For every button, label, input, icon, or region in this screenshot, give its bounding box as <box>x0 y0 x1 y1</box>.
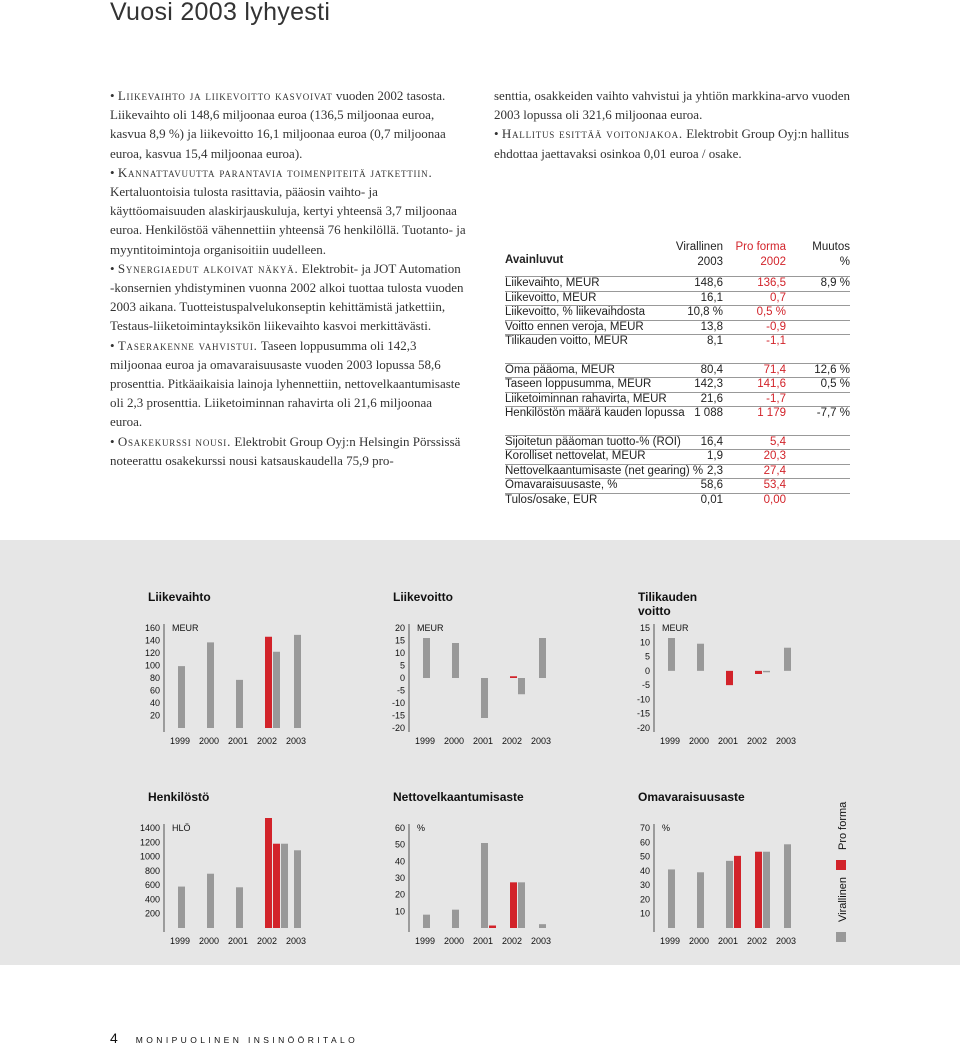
right-text-column <box>494 86 856 163</box>
bar-1999-official <box>178 666 185 728</box>
bar-2000-official <box>697 644 704 671</box>
table-cell: Liikevaihto, MEUR <box>505 277 600 289</box>
table-cell: 13,8 <box>700 320 723 333</box>
table-row <box>505 478 850 493</box>
paragraph-text: Kertaluontoisia tulosta rasittavia, pääosin vaihto- ja käyttöomaisuuden alaskirjauskuluja, kertyi yhteensä 3,7 miljoonaa euroa. Henkilöstöä vähennettiin yhteensä 76 henkilöllä. Tuotanto- ja myyntitoimintoja organisoitiin uudelleen. <box>110 184 466 257</box>
chart-svg <box>600 620 800 760</box>
y-tick-label: 160 <box>144 623 160 633</box>
y-tick-label: 10 <box>394 648 405 658</box>
table-cell: 1 179 <box>757 407 786 419</box>
bar-2001-pro-forma <box>489 926 496 929</box>
x-tick-label: 2001 <box>227 936 249 946</box>
x-tick-label: 1999 <box>659 936 681 946</box>
table-cell: 141,6 <box>757 378 786 390</box>
y-tick-label: 40 <box>394 856 405 867</box>
table-cell: 16,1 <box>700 291 723 304</box>
x-tick-label: 2002 <box>256 936 278 946</box>
table-cell: Liikevoitto, % liikevaihdosta <box>505 306 645 318</box>
y-tick-label: 20 <box>394 623 405 633</box>
table-cell: 16,4 <box>700 435 723 448</box>
table-cell: 21,6 <box>700 392 723 405</box>
y-tick-label: 1000 <box>139 851 160 862</box>
table-cell: Henkilöstön määrä kauden lopussa <box>505 407 685 419</box>
x-tick-label: 2000 <box>688 736 710 746</box>
bar-2000-official <box>452 643 459 678</box>
x-tick-label: 2003 <box>530 736 552 746</box>
x-tick-label: 1999 <box>659 736 681 746</box>
table-row <box>505 334 850 349</box>
x-tick-label: 1999 <box>169 936 191 946</box>
legend-official-label: Virallinen <box>837 876 849 922</box>
y-tick-label: 40 <box>149 698 160 708</box>
bar-2002-pro-forma <box>755 852 762 928</box>
x-tick-label: 2002 <box>746 936 768 946</box>
table-cell: Tilikauden voitto, MEUR <box>505 335 628 347</box>
chart-svg <box>110 620 310 760</box>
x-tick-label: 2002 <box>256 736 278 746</box>
paragraph: • Hallitus esittää voitonjakoa. Elektrobit Group Oyj:n hallitus ehdottaa jaettavaksi osinkoa 0,01 euroa / osake. <box>494 126 850 161</box>
x-tick-label: 1999 <box>169 736 191 746</box>
table-row <box>505 377 850 392</box>
paragraph-lead: Hallitus esittää voitonjakoa. <box>501 126 683 142</box>
paragraph-lead: Taserakenne vahvistui. <box>117 337 258 353</box>
y-tick-label: 0 <box>399 673 405 683</box>
paragraph: • Taserakenne vahvistui. Taseen loppusumma oli 142,3 miljoonaa euroa ja omavaraisuusaste vuoden 2003 lopussa 58,6 prosenttia. Pitkäaikaisia lainoja lyhennettiin, nettovelkaantumisaste oli 2,3 prosenttia. Liiketoiminnan rahavirta oli 21,6 miljoonaa euroa. <box>110 337 461 430</box>
y-tick-label: 10 <box>639 908 650 919</box>
y-tick-label: 10 <box>639 637 650 648</box>
table-row <box>505 276 850 291</box>
table-cell: 1 088 <box>694 407 723 419</box>
y-tick-label: 100 <box>144 660 160 671</box>
x-tick-label: 2000 <box>198 936 220 946</box>
table-cell: 2,3 <box>707 464 723 477</box>
chart-title: Liikevaihto <box>148 590 211 604</box>
bar-2003-official <box>784 648 791 671</box>
bar-2000-official <box>697 872 704 928</box>
bar-2001-official <box>236 887 243 928</box>
legend-proforma-swatch <box>836 860 846 870</box>
y-tick-label: 0 <box>644 665 650 676</box>
table-cell: 142,3 <box>694 378 723 390</box>
col-change-label: Muutos <box>812 241 850 253</box>
table-cell: Liiketoiminnan rahavirta, MEUR <box>505 392 667 405</box>
col-official-year: 2003 <box>697 256 723 268</box>
y-tick-label: -15 <box>636 708 650 719</box>
unit-label: % <box>417 823 426 833</box>
table-cell: 20,3 <box>763 450 786 462</box>
y-tick-label: 600 <box>144 880 160 891</box>
y-tick-label: 20 <box>149 710 160 721</box>
table-row <box>505 449 850 464</box>
bar-2002-official <box>281 844 288 928</box>
chart-title: Nettovelkaantumisaste <box>393 790 524 804</box>
bar-2000-official <box>207 874 214 928</box>
paragraph: • Osakekurssi nousi. Elektrobit Group Oyj:n Helsingin Pörssissä noteerattu osakekurssi nousi katsauskaudella 75,9 pro- <box>110 433 461 468</box>
legend-proforma-label: Pro forma <box>837 801 849 850</box>
x-tick-label: 2002 <box>501 736 523 746</box>
chart-svg <box>355 820 555 960</box>
x-tick-label: 2003 <box>285 736 307 746</box>
table-cell: 58,6 <box>700 479 723 491</box>
paragraph-text: vuoden 2002 tasosta. Liikevaihto oli 148,6 miljoonaa euroa (136,5 miljoonaa euroa, kasvua 8,9 %) ja liikevoitto 16,1 miljoonaa euroa (0,7 miljoonaa euroa, kasvua 15,4 miljoonaa euroa). <box>110 88 446 161</box>
unit-label: % <box>662 823 671 833</box>
page-number: 4 <box>110 1030 118 1046</box>
y-tick-label: 140 <box>144 635 160 646</box>
y-tick-label: 800 <box>144 865 160 876</box>
y-tick-label: 60 <box>394 823 405 833</box>
table-cell: -1,1 <box>766 335 786 347</box>
table-cell: 12,6 % <box>814 363 850 376</box>
table-header <box>505 240 850 276</box>
y-tick-label: -10 <box>391 698 405 708</box>
table-cell: 8,9 % <box>820 277 850 289</box>
table-cell: 80,4 <box>700 363 723 376</box>
table-cell: 0,01 <box>700 493 723 506</box>
x-tick-label: 1999 <box>414 936 436 946</box>
unit-label: MEUR <box>662 623 689 633</box>
col-proforma-label: Pro forma <box>735 241 786 253</box>
y-tick-label: 15 <box>639 623 650 633</box>
legend-official-swatch <box>836 932 846 942</box>
table-cell: 0,5 % <box>820 378 850 390</box>
bar-2002-official <box>273 652 280 728</box>
table-cell: Sijoitetun pääoman tuotto-% (ROI) <box>505 435 681 448</box>
x-tick-label: 1999 <box>414 736 436 746</box>
paragraph: • Synergiaedut alkoivat näkyä. Elektrobit- ja JOT Automation -konsernien yhdistyminen vuonna 2002 alkoi tuottaa tulosta vuoden 2003 aikana. Tuotteistuspalvelukonseptin kehittämistä jatkettiin, Testaus-liiketoimintayksikön liikevaihto kasvoi merkittävästi. <box>110 260 464 334</box>
bar-2000-official <box>452 910 459 928</box>
table-cell: 136,5 <box>757 277 786 289</box>
y-tick-label: -15 <box>391 710 405 721</box>
x-tick-label: 2003 <box>530 936 552 946</box>
y-tick-label: -5 <box>641 680 650 691</box>
paragraph <box>494 86 856 124</box>
bar-1999-official <box>668 638 675 671</box>
table-row <box>505 291 850 306</box>
table-cell: Tulos/osake, EUR <box>505 493 598 506</box>
bar-2001-official <box>726 861 733 928</box>
bar-2000-official <box>207 642 214 728</box>
y-tick-label: 200 <box>144 908 160 919</box>
chart-title: Tilikauden voitto <box>638 590 698 618</box>
bar-1999-official <box>423 915 430 928</box>
x-tick-label: 2001 <box>717 936 739 946</box>
y-tick-label: 1200 <box>139 837 160 848</box>
unit-label: MEUR <box>172 623 199 633</box>
table-row <box>505 435 850 450</box>
x-tick-label: 2003 <box>775 936 797 946</box>
y-tick-label: 70 <box>639 823 650 833</box>
bar-2002-official <box>518 882 525 928</box>
table-cell: Voitto ennen veroja, MEUR <box>505 320 644 333</box>
charts-panel <box>0 540 960 965</box>
table-cell: 27,4 <box>763 464 786 477</box>
y-tick-label: -10 <box>636 694 650 705</box>
table-cell: 1,9 <box>707 450 723 462</box>
chart-title: Liikevoitto <box>393 590 454 604</box>
table-cell: 53,4 <box>763 479 786 491</box>
y-tick-label: 5 <box>644 651 650 662</box>
table-row <box>505 493 850 508</box>
chart-svg <box>110 820 310 960</box>
bar-2001-official <box>236 680 243 728</box>
chart-svg <box>355 620 555 760</box>
bar-2001-official <box>481 843 488 928</box>
y-tick-label: 1400 <box>139 823 160 833</box>
y-tick-label: 20 <box>639 894 650 905</box>
x-tick-label: 2001 <box>227 736 249 746</box>
table-title: Avainluvut <box>505 254 564 266</box>
paragraph: • Liikevaihto ja liikevoitto kasvoivat vuoden 2002 tasosta. Liikevaihto oli 148,6 miljoonaa euroa (136,5 miljoonaa euroa, kasvua 8,9 %) ja liikevoitto 16,1 miljoonaa euroa (0,7 miljoonaa euroa, kasvua 15,4 miljoonaa euroa). <box>110 88 446 161</box>
y-tick-label: 5 <box>399 660 405 671</box>
paragraph-lead: Liikevaihto ja liikevoitto kasvoivat <box>117 88 333 103</box>
table-cell: 0,7 <box>770 291 786 304</box>
bar-2003-official <box>294 850 301 928</box>
y-tick-label: 80 <box>149 673 160 683</box>
table-row <box>505 464 850 479</box>
bar-2002-pro-forma <box>510 882 517 928</box>
x-tick-label: 2000 <box>443 736 465 746</box>
y-tick-label: 400 <box>144 894 160 905</box>
bar-2002-official <box>518 678 525 694</box>
x-tick-label: 2003 <box>775 736 797 746</box>
bar-2002-pro-forma <box>265 637 272 728</box>
bar-1999-official <box>178 887 185 928</box>
paragraph: • Kannattavuutta parantavia toimenpiteitä jatkettiin. Kertaluontoisia tulosta rasittavia, pääosin vaihto- ja käyttöomaisuuden alaskirjauskuluja, kertyi yhteensä 3,7 miljoonaa euroa. Henkilöstöä vähennettiin yhteensä 76 henkilöllä. Tuotanto- ja myyntitoimintoja organisoitiin uudelleen. <box>110 164 466 257</box>
table-cell: 0,00 <box>763 493 786 506</box>
key-figures-table <box>505 240 850 507</box>
table-cell: Liikevoitto, MEUR <box>505 291 597 304</box>
footer <box>110 1030 358 1046</box>
y-tick-label: -5 <box>396 685 405 696</box>
bar-2003-official <box>539 638 546 678</box>
x-tick-label: 2001 <box>472 736 494 746</box>
left-text-column <box>110 86 467 470</box>
table-cell: -1,7 <box>766 392 786 405</box>
bar-2003-official <box>784 844 791 928</box>
y-tick-label: 60 <box>639 837 650 848</box>
table-cell: 0,5 % <box>756 306 786 318</box>
y-tick-label: 10 <box>394 906 405 917</box>
paragraph-text: Elektrobit Group Oyj:n hallitus ehdottaa jaettavaksi osinkoa 0,01 euroa / osake. <box>494 126 850 161</box>
x-tick-label: 2000 <box>198 736 220 746</box>
table-cell: 8,1 <box>707 335 723 347</box>
col-change-unit: % <box>839 256 850 268</box>
paragraph-lead: Synergiaedut alkoivat näkyä. <box>117 260 299 276</box>
chart-svg <box>600 820 800 960</box>
bar-2002-pro-forma <box>273 844 280 928</box>
page-title: Vuosi 2003 lyhyesti <box>110 0 331 26</box>
x-tick-label: 2002 <box>746 736 768 746</box>
table-row <box>505 392 850 407</box>
bar-2002-official <box>763 852 770 928</box>
table-cell: 148,6 <box>694 277 723 289</box>
paragraph-text: Elektrobit Group Oyj:n Helsingin Pörssissä noteerattu osakekurssi nousi katsauskaudella 75,9 pro- <box>110 433 461 468</box>
bar-2001-official <box>481 678 488 718</box>
table-cell: Nettovelkaantumisaste (net gearing) % <box>505 464 704 477</box>
footer-brand: MONIPUOLINEN INSINÖÖRITALO <box>135 1035 359 1045</box>
y-tick-label: 30 <box>639 880 650 891</box>
bar-1999-official <box>668 869 675 928</box>
paragraph-lead: Kannattavuutta parantavia toimenpiteitä jatkettiin. <box>117 164 433 180</box>
bar-2001-pro-forma <box>726 671 733 685</box>
y-tick-label: 60 <box>149 685 160 696</box>
x-tick-label: 2001 <box>717 736 739 746</box>
table-cell: Oma pääoma, MEUR <box>505 363 615 376</box>
paragraph-text: Taseen loppusumma oli 142,3 miljoonaa euroa ja omavaraisuusaste vuoden 2003 lopussa 58,6 prosenttia. Pitkäaikaisia lainoja lyhennettiin, nettovelkaantumisaste oli 2,3 prosenttia. Liiketoiminnan rahavirta oli 21,6 miljoonaa euroa. <box>110 337 461 430</box>
y-tick-label: 120 <box>144 648 160 658</box>
bar-2002-pro-forma <box>510 676 517 678</box>
table-row <box>505 320 850 335</box>
y-tick-label: -20 <box>636 723 650 733</box>
y-tick-label: 50 <box>394 839 405 850</box>
bar-2002-official <box>763 671 770 672</box>
y-tick-label: 15 <box>394 635 405 646</box>
table-row <box>505 305 850 320</box>
table-cell: -7,7 % <box>816 407 850 419</box>
bar-2002-pro-forma <box>265 818 272 928</box>
bar-2003-official <box>294 635 301 728</box>
col-proforma-year: 2002 <box>760 256 786 268</box>
x-tick-label: 2001 <box>472 936 494 946</box>
bar-1999-official <box>423 638 430 678</box>
table-row <box>505 406 850 421</box>
y-tick-label: 50 <box>639 851 650 862</box>
paragraph-text: Elektrobit- ja JOT Automation -konsernien yhdistyminen vuonna 2002 alkoi tuottaa tulosta vuoden 2003 aikana. Tuotteistuspalvelukonseptin kehittämistä jatkettiin, Testaus-liiketoimintayksikön liikevaihto kasvoi merkittävästi. <box>110 260 464 334</box>
table-cell: 5,4 <box>770 435 786 448</box>
x-tick-label: 2000 <box>688 936 710 946</box>
chart-title: Henkilöstö <box>148 790 210 804</box>
y-tick-label: 20 <box>394 889 405 900</box>
y-tick-label: 40 <box>639 865 650 876</box>
table-cell: Taseen loppusumma, MEUR <box>505 378 652 390</box>
x-tick-label: 2002 <box>501 936 523 946</box>
x-tick-label: 2003 <box>285 936 307 946</box>
bar-2003-official <box>539 924 546 928</box>
unit-label: HLÖ <box>172 823 191 833</box>
chart-title: Omavaraisuusaste <box>638 790 745 804</box>
table-cell: 71,4 <box>763 363 786 376</box>
table-cell: Korolliset nettovelat, MEUR <box>505 450 646 462</box>
bar-2002-pro-forma <box>755 671 762 674</box>
paragraph-lead: Osakekurssi nousi. <box>117 433 232 449</box>
col-official-label: Virallinen <box>675 241 723 253</box>
table-row <box>505 363 850 378</box>
table-cell: 10,8 % <box>687 306 723 318</box>
table-cell: Omavaraisuusaste, % <box>505 479 618 491</box>
table-cell: -0,9 <box>766 320 786 333</box>
paragraph-text: senttia, osakkeiden vaihto vahvistui ja yhtiön markkina-arvo vuoden 2003 lopussa oli 321,6 miljoonaa euroa. <box>494 88 850 123</box>
x-tick-label: 2000 <box>443 936 465 946</box>
unit-label: MEUR <box>417 623 444 633</box>
y-tick-label: -20 <box>391 723 405 733</box>
bar-2001-pro-forma <box>734 856 741 928</box>
y-tick-label: 30 <box>394 873 405 883</box>
